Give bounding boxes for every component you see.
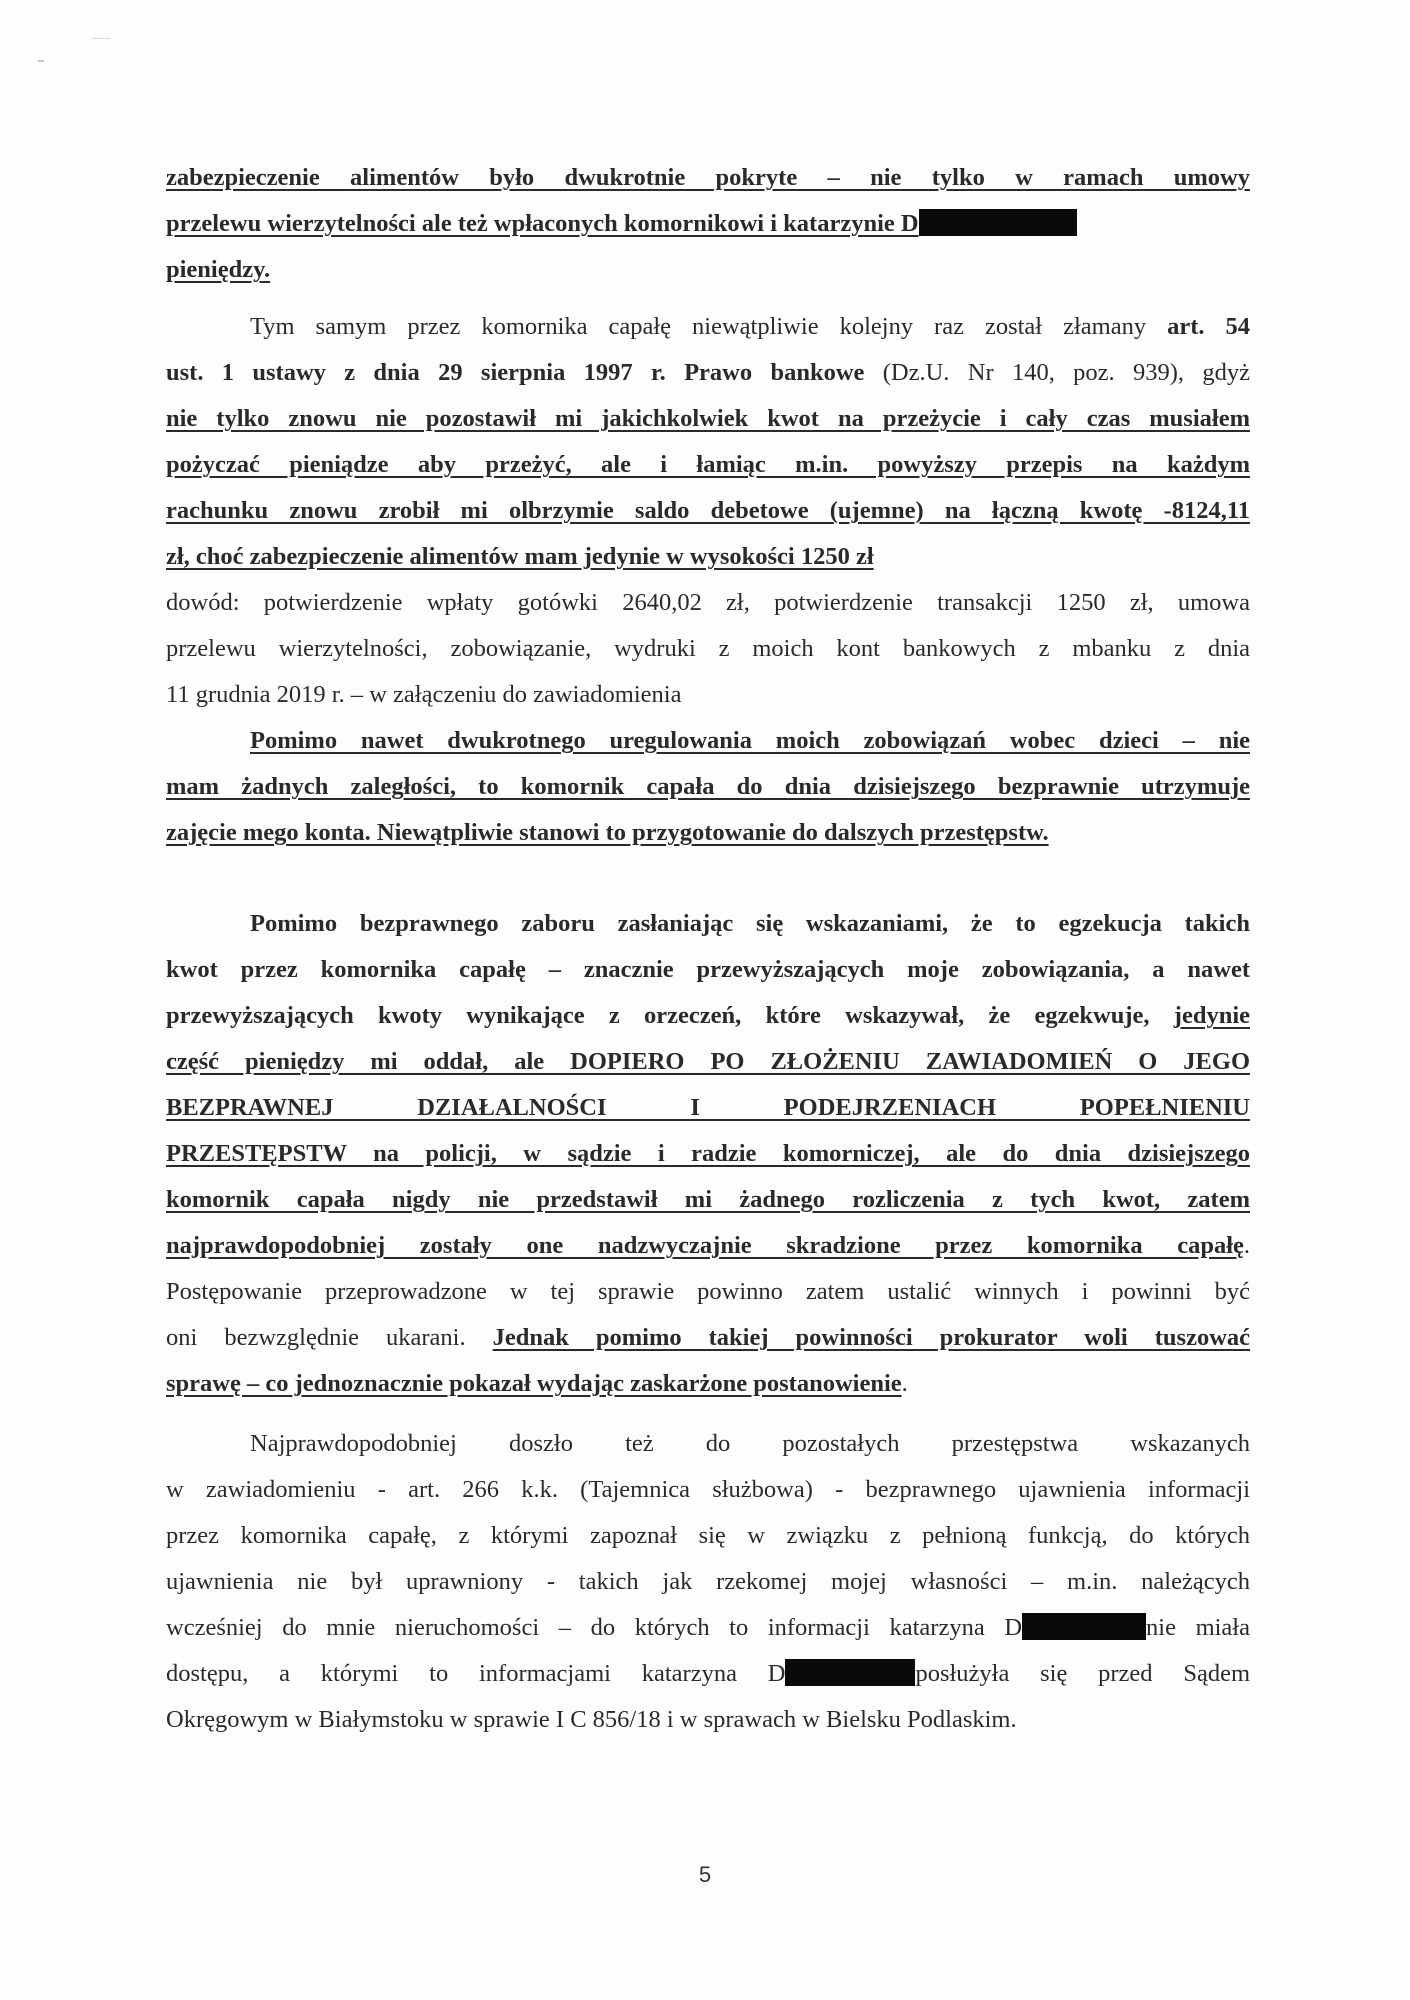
page-number: 5 bbox=[698, 1862, 712, 1887]
text-line bbox=[166, 1428, 1250, 1462]
underlined-text: PRZESTĘPSTW na policji, w sądzie i radzie komorniczej, ale do dnia dzisiejszego bbox=[166, 1140, 1250, 1167]
plain-text: oni bezwzględnie ukarani. bbox=[166, 1324, 493, 1351]
plain-text: Postępowanie przeprowadzone w tej sprawie powinno zatem ustalić winnych i powinni być bbox=[166, 1278, 1250, 1305]
underlined-text: rachunku znowu zrobił mi olbrzymie saldo debetowe (ujemne) na łączną kwotę -8124,11 bbox=[166, 497, 1250, 524]
text-line bbox=[166, 1184, 1250, 1218]
underlined-text: pożyczać pieniądze aby przeżyć, ale i łamiąc m.in. powyższy przepis na każdym bbox=[166, 451, 1250, 478]
text-line bbox=[166, 725, 1250, 759]
plain-text: Okręgowym w Białymstoku w sprawie I C 856/18 i w sprawach w Bielsku Podlaskim. bbox=[166, 1706, 1017, 1733]
text-line bbox=[166, 1704, 1250, 1738]
text-line bbox=[166, 541, 1250, 575]
text-line bbox=[166, 1230, 1250, 1264]
underlined-text: zabezpieczenie alimentów było dwukrotnie pokryte – nie tylko w ramach umowy bbox=[166, 164, 1250, 191]
underlined-text: Pomimo nawet dwukrotnego uregulowania moich zobowiązań wobec dzieci – nie bbox=[250, 727, 1250, 754]
text-line bbox=[166, 954, 1250, 988]
plain-text: Tym samym przez komornika capałę niewątpliwie kolejny raz został złamany bbox=[250, 313, 1168, 340]
plain-text: w zawiadomieniu - art. 266 k.k. (Tajemnica służbowa) - bezprawnego ujawnienia informacji bbox=[166, 1476, 1250, 1503]
plain-text: dowód: potwierdzenie wpłaty gotówki 2640,02 zł, potwierdzenie transakcji 1250 zł, umowa bbox=[166, 589, 1250, 616]
plain-text: . bbox=[901, 1370, 908, 1397]
underlined-text: zł, choć zabezpieczenie alimentów mam jedynie w wysokości 1250 zł bbox=[166, 543, 874, 570]
text-line bbox=[166, 1046, 1250, 1080]
text-line bbox=[166, 254, 1250, 288]
bold-text: art. 54 bbox=[1167, 313, 1250, 340]
text-line bbox=[166, 1276, 1250, 1310]
underlined-text: część pieniędzy mi oddał, ale DOPIERO PO ZŁOŻENIU ZAWIADOMIEŃ O JEGO bbox=[166, 1048, 1250, 1075]
underlined-text: nie tylko znowu nie pozostawił mi jakichkolwiek kwot na przeżycie i cały czas musiałem bbox=[166, 405, 1250, 432]
evidence-line bbox=[166, 679, 1250, 713]
redaction-bar bbox=[785, 1659, 915, 1686]
text-line bbox=[166, 1658, 1250, 1692]
plain-text: . bbox=[1243, 1232, 1250, 1259]
text-line bbox=[166, 311, 1250, 345]
text-line bbox=[166, 449, 1250, 483]
plain-text: Najprawdopodobniej doszło też do pozostałych przestępstwa wskazanych bbox=[250, 1430, 1250, 1457]
evidence-line bbox=[166, 587, 1250, 621]
underlined-text: jedynie bbox=[1173, 1002, 1250, 1029]
plain-text: przez komornika capałę, z którymi zapoznał się w związku z pełnioną funkcją, do których bbox=[166, 1522, 1250, 1549]
text-line bbox=[166, 771, 1250, 805]
plain-text: wcześniej do mnie nieruchomości – do których to informacji katarzyna D bbox=[166, 1614, 1023, 1641]
plain-text: 11 grudnia 2019 r. – w załączeniu do zawiadomienia bbox=[166, 681, 682, 708]
redaction-bar bbox=[919, 209, 1077, 236]
underlined-text: zajęcie mego konta. Niewątpliwie stanowi to przygotowanie do dalszych przestępstw. bbox=[166, 819, 1049, 846]
plain-text: posłużyła się przed Sądem bbox=[915, 1660, 1251, 1687]
plain-text: (Dz.U. Nr 140, poz. 939), gdyż bbox=[864, 359, 1250, 386]
scan-artifact bbox=[92, 38, 110, 39]
underlined-text: przelewu wierzytelności ale też wpłaconych komornikowi i katarzynie D bbox=[166, 210, 919, 237]
underlined-text: Jednak pomimo takiej powinności prokurator woli tuszować bbox=[492, 1324, 1251, 1351]
text-line bbox=[166, 1474, 1250, 1508]
text-line bbox=[166, 357, 1250, 391]
text-line bbox=[166, 1520, 1250, 1554]
text-line bbox=[166, 403, 1250, 437]
text-line bbox=[166, 908, 1250, 942]
bold-text: przewyższających kwoty wynikające z orzeczeń, które wskazywał, że egzekwuje, bbox=[166, 1002, 1174, 1029]
text-line bbox=[166, 1138, 1250, 1172]
scan-artifact bbox=[38, 60, 44, 62]
text-line bbox=[166, 208, 1250, 242]
plain-text: przelewu wierzytelności, zobowiązanie, wydruki z moich kont bankowych z mbanku z dnia bbox=[166, 635, 1250, 662]
text-line bbox=[166, 1368, 1250, 1402]
plain-text: ujawnienia nie był uprawniony - takich jak rzekomej mojej własności – m.in. należących bbox=[166, 1568, 1250, 1595]
redaction-bar bbox=[1022, 1613, 1146, 1640]
text-line bbox=[166, 1566, 1250, 1600]
text-line bbox=[166, 1322, 1250, 1356]
text-line bbox=[166, 1000, 1250, 1034]
underlined-text: sprawę – co jednoznacznie pokazał wydając zaskarżone postanowienie bbox=[166, 1370, 902, 1397]
underlined-text: pieniędzy. bbox=[166, 256, 271, 283]
evidence-line bbox=[166, 633, 1250, 667]
underlined-text: komornik capała nigdy nie przedstawił mi żadnego rozliczenia z tych kwot, zatem bbox=[166, 1186, 1250, 1213]
text-line bbox=[166, 495, 1250, 529]
bold-text: ust. 1 ustawy z dnia 29 sierpnia 1997 r. Prawo bankowe bbox=[166, 359, 865, 386]
text-line bbox=[166, 1092, 1250, 1126]
text-line bbox=[166, 162, 1250, 196]
text-line bbox=[166, 817, 1250, 851]
underlined-text: mam żadnych zaległości, to komornik capała do dnia dzisiejszego bezprawnie utrzymuje bbox=[166, 773, 1250, 800]
underlined-text: BEZPRAWNEJ DZIAŁALNOŚCI I PODEJRZENIACH POPEŁNIENIU bbox=[166, 1094, 1250, 1121]
bold-text: kwot przez komornika capałę – znacznie przewyższających moje zobowiązania, a nawet bbox=[166, 956, 1250, 983]
text-line bbox=[166, 1612, 1250, 1646]
plain-text: nie miała bbox=[1146, 1614, 1250, 1641]
bold-text: Pomimo bezprawnego zaboru zasłaniając się wskazaniami, że to egzekucja takich bbox=[250, 910, 1250, 937]
plain-text: dostępu, a którymi to informacjami katarzyna D bbox=[166, 1660, 786, 1687]
underlined-text: najprawdopodobniej zostały one nadzwyczajnie skradzione przez komornika capałę bbox=[166, 1232, 1244, 1259]
